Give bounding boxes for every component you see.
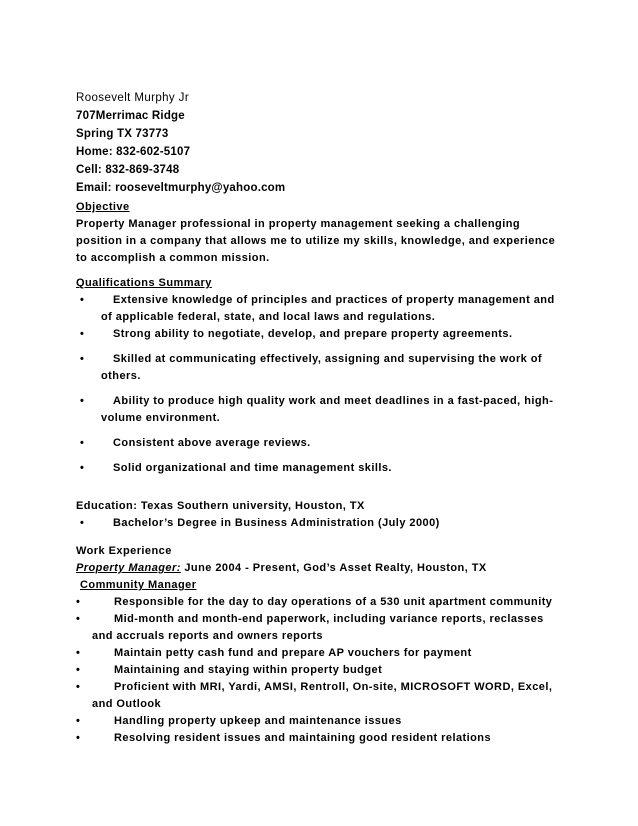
bullet-icon: •: [76, 681, 81, 693]
contact-email: Email: rooseveltmurphy@yahoo.com: [76, 182, 286, 194]
duty-text: Maintain petty cash fund and prepare AP vouchers for payment: [114, 647, 472, 659]
list-item: [76, 435, 566, 452]
education-degree: Bachelor’s Degree in Business Administration (July 2000): [113, 517, 440, 529]
qualification-text: Extensive knowledge of principles and practices of property management and of applicable federal, state, and local laws and regulations.: [101, 294, 555, 323]
contact-block: [76, 89, 285, 197]
work-section: [76, 543, 566, 747]
contact-name: Roosevelt Murphy Jr: [76, 92, 190, 104]
job-title: Property Manager:: [76, 562, 181, 574]
list-item: [76, 679, 566, 713]
work-heading: Work Experience: [76, 545, 172, 557]
duty-text: Resolving resident issues and maintaining good resident relations: [114, 732, 492, 744]
education-heading: Education: Texas Southern university, Houston, TX: [76, 500, 365, 512]
qualification-text: Strong ability to negotiate, develop, and prepare property agreements.: [113, 328, 513, 340]
job-details: June 2004 - Present, God’s Asset Realty, Houston, TX: [180, 562, 487, 574]
bullet-icon: •: [76, 596, 81, 608]
list-item: [76, 713, 566, 730]
qualifications-section: [76, 275, 566, 477]
objective-section: [76, 199, 566, 267]
duty-text: Maintaining and staying within property budget: [114, 664, 383, 676]
bullet-icon: •: [80, 294, 85, 306]
education-section: [76, 498, 566, 532]
duty-text: Mid-month and month-end paperwork, including variance reports, reclasses and accruals reports and owners reports: [92, 613, 544, 642]
duty-text: Proficient with MRI, Yardi, AMSI, Rentroll, On-site, MICROSOFT WORD, Excel, and Outlook: [92, 681, 553, 710]
bullet-icon: •: [80, 353, 85, 365]
objective-text: Property Manager professional in property management seeking a challenging position in a company that allows me to utilize my skills, knowledge, and experience to accomplish a common mission.: [76, 218, 556, 264]
qualification-text: Skilled at communicating effectively, assigning and supervising the work of others.: [101, 353, 543, 382]
contact-cell-phone: Cell: 832-869-3748: [76, 164, 180, 176]
list-item: [76, 460, 566, 477]
bullet-icon: •: [76, 613, 81, 625]
job-line: [76, 560, 566, 577]
duty-text: Responsible for the day to day operations of a 530 unit apartment community: [114, 596, 553, 608]
list-item: [76, 292, 566, 326]
bullet-icon: •: [80, 517, 85, 529]
bullet-icon: •: [76, 647, 81, 659]
qualifications-heading: Qualifications Summary: [76, 277, 212, 289]
list-item: [76, 393, 566, 427]
qualification-text: Consistent above average reviews.: [113, 437, 311, 449]
bullet-icon: •: [76, 732, 81, 744]
list-item: [76, 326, 566, 343]
list-item: [76, 730, 566, 747]
contact-address-line1: 707Merrimac Ridge: [76, 110, 185, 122]
list-item: [76, 662, 566, 679]
work-subheading: Community Manager: [80, 579, 197, 591]
bullet-icon: •: [80, 328, 85, 340]
bullet-icon: •: [76, 664, 81, 676]
objective-heading: Objective: [76, 201, 130, 213]
contact-address-line2: Spring TX 73773: [76, 128, 169, 140]
list-item: [76, 645, 566, 662]
bullet-icon: •: [80, 462, 85, 474]
duty-text: Handling property upkeep and maintenance issues: [114, 715, 402, 727]
bullet-icon: •: [76, 715, 81, 727]
bullet-icon: •: [80, 395, 85, 407]
list-item: [76, 594, 566, 611]
list-item: [76, 351, 566, 385]
list-item: [76, 515, 566, 532]
bullet-icon: •: [80, 437, 85, 449]
list-item: [76, 611, 566, 645]
qualification-text: Solid organizational and time management skills.: [113, 462, 392, 474]
contact-home-phone: Home: 832-602-5107: [76, 146, 191, 158]
qualification-text: Ability to produce high quality work and meet deadlines in a fast-paced, high-volume environment.: [101, 395, 554, 424]
